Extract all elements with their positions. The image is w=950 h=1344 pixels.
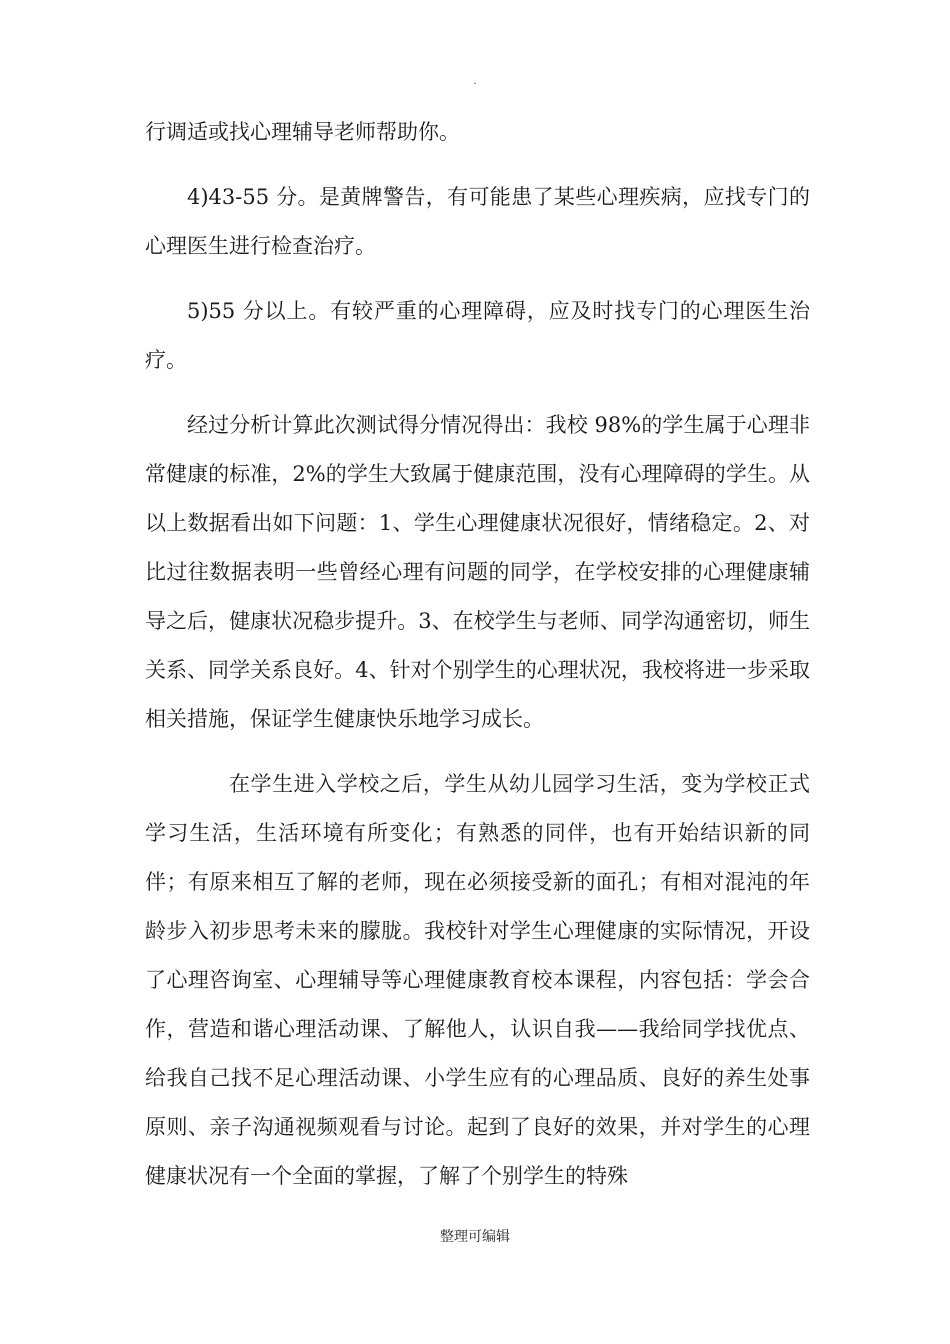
paragraph-test-summary: 经过分析计算此次测试得分情况得出：我校 98%的学生属于心理非常健康的标准，2%的学生大致属于健康范围，没有心理障碍的学生。从以上数据看出如下问题：1、学生心理健康状况很好，情绪稳定。2、对比过往数据表明一些曾经心理有问题的同学，在学校安排的心理健康辅导之后，健康状况稳步提升。3、在校学生与老师、同学沟通密切，师生关系、同学关系良好。4、针对个别学生的心理状况，我校将进一步采取相关措施，保证学生健康快乐地学习成长。: [145, 413, 810, 731]
paragraph-score-43-55: 4)43-55 分。是黄牌警告，有可能患了某些心理疾病，应找专门的心理医生进行检查治疗。: [145, 185, 810, 258]
paragraph-continuation: 行调适或找心理辅导老师帮助你。: [145, 120, 460, 144]
paragraph-score-55-plus: 5)55 分以上。有较严重的心理障碍，应及时找专门的心理医生治疗。: [145, 299, 810, 372]
paragraph-school-measures: 在学生进入学校之后，学生从幼儿园学习生活，变为学校正式学习生活，生活环境有所变化；有熟悉的同伴，也有开始结识新的同伴；有原来相互了解的老师，现在必须接受新的面孔；有相对混沌的年龄步入初步思考未来的朦胧。我校针对学生心理健康的实际情况，开设了心理咨询室、心理辅导等心理健康教育校本课程，内容包括：学会合作，营造和谐心理活动课、了解他人，认识自我——我给同学找优点、给我自己找不足心理活动课、小学生应有的心理品质、良好的养生处事原则、亲子沟通视频观看与讨论。起到了良好的效果，并对学生的心理健康状况有一个全面的掌握，了解了个别学生的特殊: [145, 772, 810, 1188]
document-body: [145, 108, 810, 1201]
page-footer: 整理可编辑: [440, 1229, 510, 1245]
header-dot: .: [473, 76, 477, 87]
